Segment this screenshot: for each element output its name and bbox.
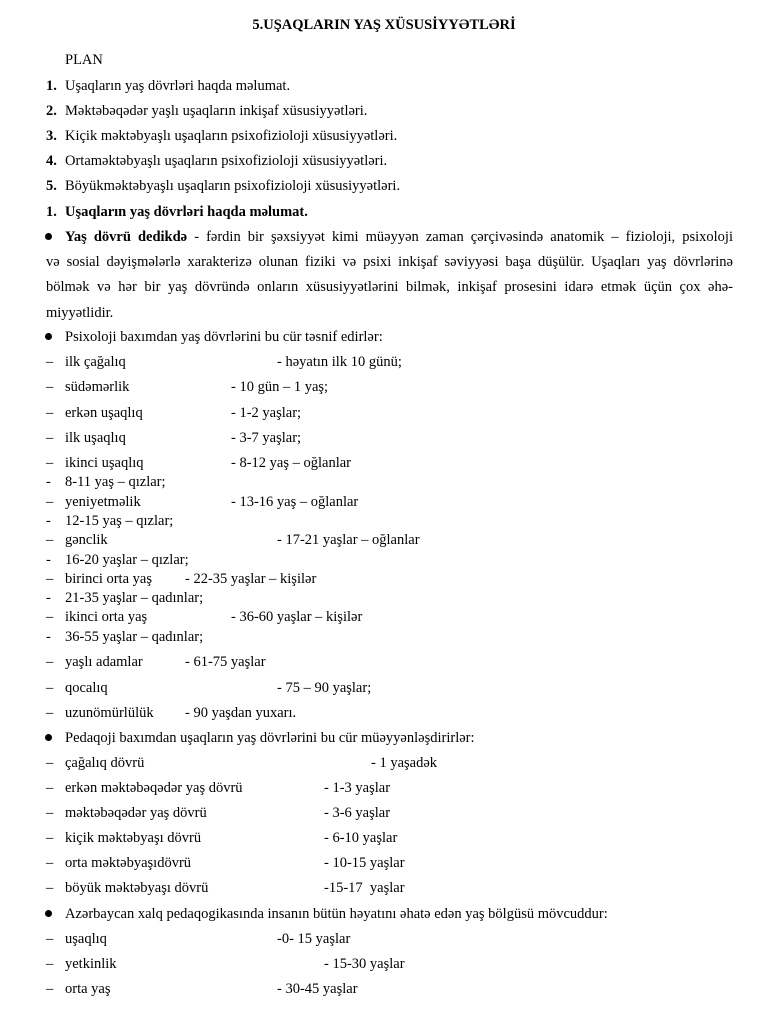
list-dash: – xyxy=(46,354,54,370)
age-period-value: - 36-60 yaşlar – kişilər xyxy=(231,609,363,625)
list-dash: - xyxy=(46,629,51,645)
plan-label: PLAN xyxy=(65,52,103,68)
age-period-value: - 10-15 yaşlar xyxy=(324,855,405,871)
age-period-value: - həyatın ilk 10 günü; xyxy=(277,354,402,370)
age-period-name: yaşlı adamlar xyxy=(65,654,143,670)
bullet-icon xyxy=(45,734,52,741)
definition-term: Yaş dövrü dedikdə xyxy=(65,229,188,245)
age-period-value: -15-17 yaşlar xyxy=(324,880,405,896)
list-dash: – xyxy=(46,855,54,871)
list-dash: – xyxy=(46,379,54,395)
age-period-name: kiçik məktəbyaşı dövrü xyxy=(65,830,202,846)
age-period-value: -0- 15 yaşlar xyxy=(277,931,351,947)
list-dash: – xyxy=(46,609,54,625)
age-period-value: - 1-3 yaşlar xyxy=(324,780,391,796)
list-dash: – xyxy=(46,571,54,587)
age-period-name: 12-15 yaş – qızlar; xyxy=(65,513,174,529)
age-period-value: - 3-7 yaşlar; xyxy=(231,430,302,446)
list-dash: – xyxy=(46,654,54,670)
bullet-icon xyxy=(45,333,52,340)
age-period-name: erkən uşaqlıq xyxy=(65,405,143,421)
age-period-name: qocalıq xyxy=(65,680,108,696)
section-heading: Uşaqların yaş dövrləri haqda məlumat. xyxy=(65,204,308,220)
age-period-name: çağalıq dövrü xyxy=(65,755,145,771)
age-period-value: - 30-45 yaşlar xyxy=(277,981,358,997)
age-period-value: - 1-2 yaşlar; xyxy=(231,405,302,421)
age-period-name: südəmərlik xyxy=(65,379,130,395)
plan-item-number: 2. xyxy=(46,103,57,119)
definition-line xyxy=(65,228,733,246)
list-dash: – xyxy=(46,805,54,821)
age-period-name: 21-35 yaşlar – qadınlar; xyxy=(65,590,204,606)
plan-item-number: 1. xyxy=(46,78,57,94)
age-period-value: - 61-75 yaşlar xyxy=(185,654,266,670)
age-period-name: ikinci orta yaş xyxy=(65,609,148,625)
age-period-name: 16-20 yaşlar – qızlar; xyxy=(65,552,189,568)
age-period-name: 36-55 yaşlar – qadınlar; xyxy=(65,629,204,645)
age-period-name: gənclik xyxy=(65,532,108,548)
age-period-name: yetkinlik xyxy=(65,956,117,972)
definition-text: - fərdin bir şəxsiyyət kimi müəyyən zaman çərçivəsində anatomik – fizioloji, psixoloji xyxy=(187,229,733,245)
list-dash: – xyxy=(46,830,54,846)
plan-item-text: Məktəbəqədər yaşlı uşaqların inkişaf xüsusiyyətləri. xyxy=(65,103,368,119)
definition-line: bölmək və hər bir yaş dövründə onların xüsusiyyətlərini bilmək, inkişaf prosesini idarə etmək üçün çox əhə- xyxy=(46,279,733,295)
plan-item-text: Ortaməktəbyaşlı uşaqların psixofizioloji xüsusiyyətləri. xyxy=(65,153,388,169)
age-period-name: yeniyetməlik xyxy=(65,494,141,510)
page-title: 5.UŞAQLARIN YAŞ XÜSUSİYYƏTLƏRİ xyxy=(252,17,516,33)
plan-item-text: Kiçik məktəbyaşlı uşaqların psixofizioloji xüsusiyyətləri. xyxy=(65,128,398,144)
list-dash: – xyxy=(46,931,54,947)
plan-item-number: 5. xyxy=(46,178,57,194)
age-period-name: orta yaş xyxy=(65,981,111,997)
age-period-name: ikinci uşaqlıq xyxy=(65,455,144,471)
age-period-name: böyük məktəbyaşı dövrü xyxy=(65,880,209,896)
age-period-name: birinci orta yaş xyxy=(65,571,152,587)
age-period-value: - 22-35 yaşlar – kişilər xyxy=(185,571,317,587)
list-dash: - xyxy=(46,474,51,490)
bullet-icon xyxy=(45,233,52,240)
list-dash: – xyxy=(46,430,54,446)
age-period-value: - 1 yaşadək xyxy=(371,755,438,771)
list-dash: – xyxy=(46,755,54,771)
list-dash: - xyxy=(46,513,51,529)
age-period-value: - 75 – 90 yaşlar; xyxy=(277,680,372,696)
list-dash: – xyxy=(46,705,54,721)
age-period-value: - 6-10 yaşlar xyxy=(324,830,398,846)
list-dash: – xyxy=(46,981,54,997)
plan-item-number: 4. xyxy=(46,153,57,169)
bullet-icon xyxy=(45,910,52,917)
plan-item-text: Böyükməktəbyaşlı uşaqların psixofizioloji xüsusiyyətləri. xyxy=(65,178,401,194)
list-dash: – xyxy=(46,532,54,548)
age-period-name: orta məktəbyaşıdövrü xyxy=(65,855,192,871)
age-period-value: - 3-6 yaşlar xyxy=(324,805,391,821)
list-dash: – xyxy=(46,880,54,896)
section-heading-number: 1. xyxy=(46,204,57,220)
age-period-value: - 15-30 yaşlar xyxy=(324,956,405,972)
age-period-name: uzunömürlülük xyxy=(65,705,154,721)
ped-intro: Pedaqoji baxımdan uşaqların yaş dövrlərini bu cür müəyyənləşdirirlər: xyxy=(65,730,475,746)
list-dash: – xyxy=(46,780,54,796)
age-period-name: 8-11 yaş – qızlar; xyxy=(65,474,166,490)
age-period-name: ilk uşaqlıq xyxy=(65,430,126,446)
age-period-value: - 8-12 yaş – oğlanlar xyxy=(231,455,351,471)
list-dash: - xyxy=(46,552,51,568)
definition-line: miyyətlidir. xyxy=(46,305,114,321)
list-dash: – xyxy=(46,680,54,696)
list-dash: – xyxy=(46,405,54,421)
age-period-name: məktəbəqədər yaş dövrü xyxy=(65,805,207,821)
plan-item-number: 3. xyxy=(46,128,57,144)
age-period-value: - 13-16 yaş – oğlanlar xyxy=(231,494,359,510)
age-period-value: - 17-21 yaşlar – oğlanlar xyxy=(277,532,420,548)
definition-line: və sosial dəyişmələrlə xarakterizə olunan fiziki və psixi inkişaf səviyyəsi başa düşülür. Uşaqları yaş dövrlərinə xyxy=(46,254,733,270)
age-period-value: - 90 yaşdan yuxarı. xyxy=(185,705,297,721)
az-intro: Azərbaycan xalq pedaqogikasında insanın bütün həyatını əhatə edən yaş bölgüsü mövcuddur: xyxy=(65,906,608,922)
plan-item-text: Uşaqların yaş dövrləri haqda məlumat. xyxy=(65,78,291,94)
age-period-value: - 10 gün – 1 yaş; xyxy=(231,379,329,395)
age-period-name: erkən məktəbəqədər yaş dövrü xyxy=(65,780,243,796)
list-dash: – xyxy=(46,956,54,972)
psych-intro: Psixoloji baxımdan yaş dövrlərini bu cür təsnif edirlər: xyxy=(65,329,383,345)
list-dash: - xyxy=(46,590,51,606)
age-period-name: uşaqlıq xyxy=(65,931,107,947)
list-dash: – xyxy=(46,455,54,471)
age-period-name: ilk çağalıq xyxy=(65,354,126,370)
list-dash: – xyxy=(46,494,54,510)
